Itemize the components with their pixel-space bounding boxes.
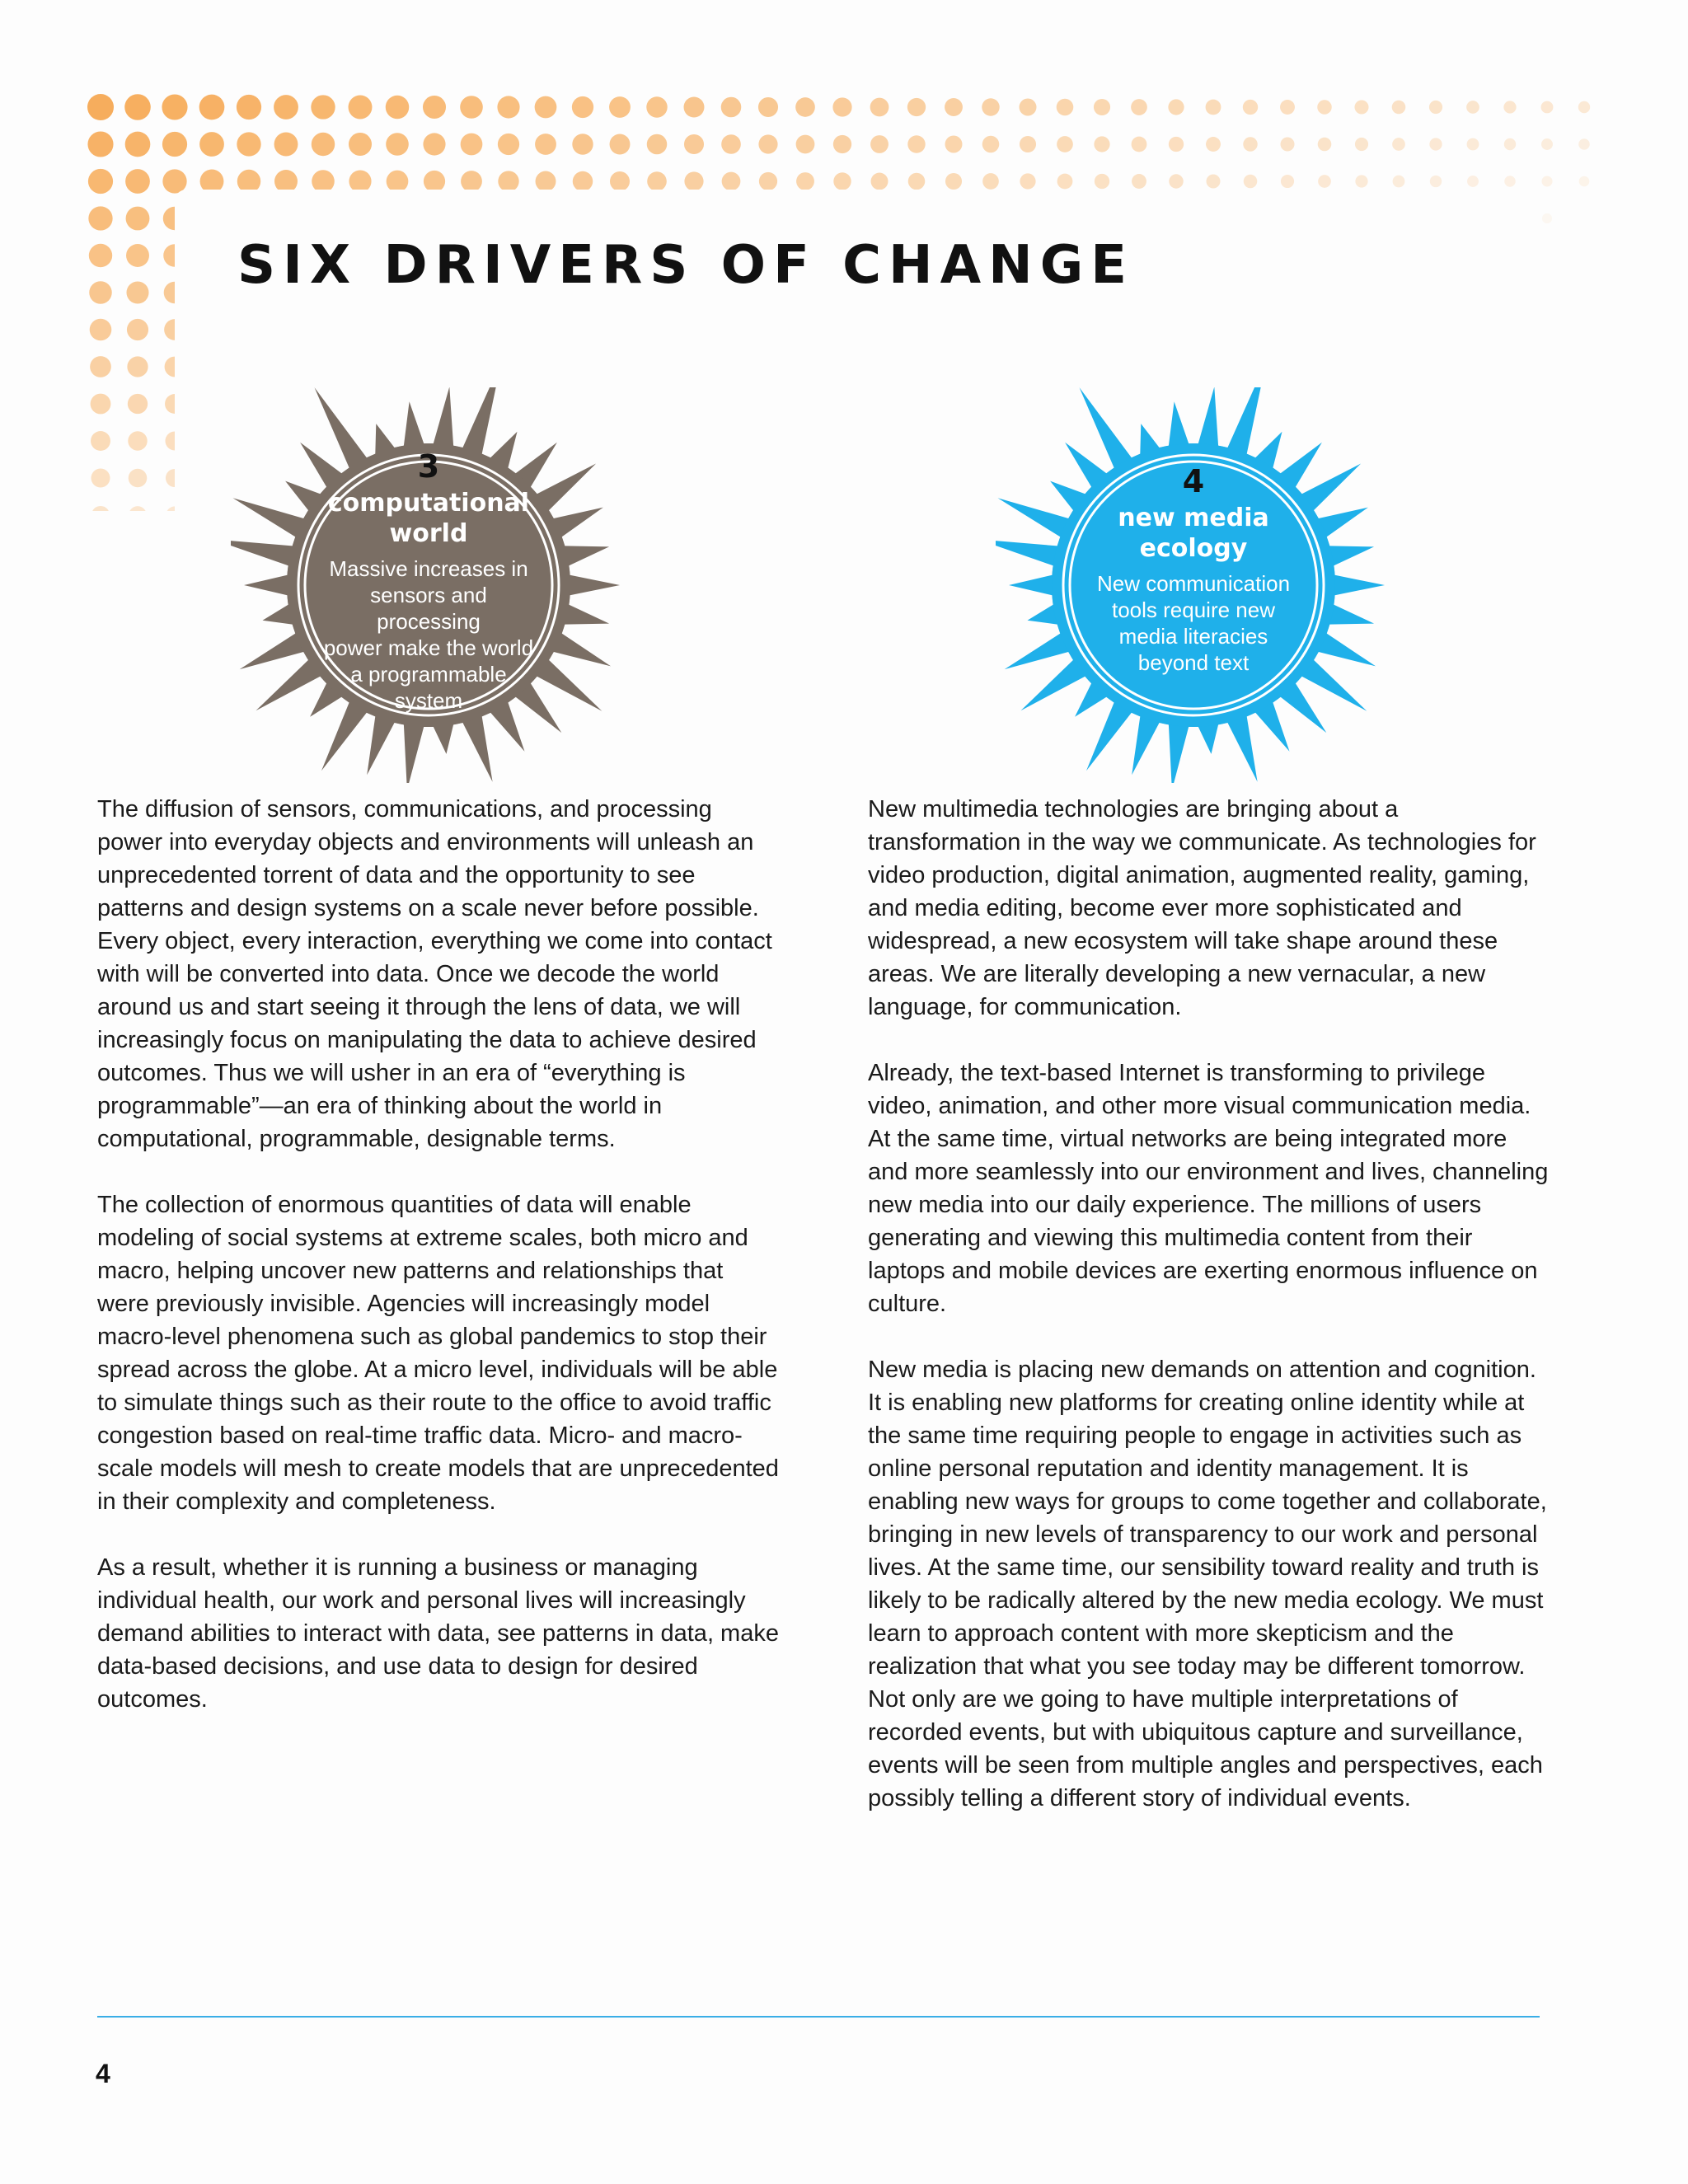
driver-badge-new-media-ecology	[996, 387, 1391, 783]
footer-rule	[97, 2016, 1540, 2018]
left-column-text	[97, 793, 781, 1749]
driver-number: 4	[1182, 463, 1205, 499]
driver-name: new media ecology	[1118, 504, 1269, 563]
paragraph: New media is placing new demands on attention and cognition. It is enabling new platforms for creating online identity while at the same time requiring people to engage in activities such as online personal reputation and identity management. It is enabling new ways for groups to come together and collaborate, bringing in new levels of transparency to our work and personal lives. At the same time, our sensibility toward reality and truth is likely to be radically altered by the new media ecology. We must learn to approach content with more skepticism and the realization that what you see today may be different tomorrow. Not only are we going to have multiple interpretations of recorded events, but with ubiquitous capture and surveillance, events will be seen from multiple angles and perspectives, each possibly telling a different story of individual events.	[868, 1357, 1547, 1811]
paragraph: As a result, whether it is running a business or managing individual health, our work and personal lives will increasingly demand abilities to interact with data, see patterns in data, make data-based decisions, and use data to design for desired outcomes.	[97, 1554, 779, 1713]
page-title: SIX DRIVERS OF CHANGE	[237, 235, 1134, 296]
driver-description: Massive increases in sensors and processing power make the world a programmable system	[323, 556, 534, 713]
paragraph: The collection of enormous quantities of data will enable modeling of social systems at extreme scales, both micro and macro, helping uncover new patterns and relationships that were previously invisible. Agencies will increasingly model macro-level phenomena such as global pandemics to stop their spread across the globe. At a micro level, individuals will be able to simulate things such as their route to the office to avoid traffic congestion based on real-time traffic data. Micro- and macro-scale models will mesh to create models that are unprecedented in their complexity and completeness.	[97, 1192, 779, 1515]
right-column-text	[868, 793, 1552, 1848]
driver-number: 3	[417, 448, 440, 485]
paragraph: New multimedia technologies are bringing about a transformation in the way we communicate. As technologies for video production, digital animation, augmented reality, gaming, and media editing, become ever more sophisticated and widespread, a new ecosystem will take shape around these areas. We are literally developing a new vernacular, a new language, for communication.	[868, 796, 1536, 1020]
paragraph: The diffusion of sensors, communications, and processing power into everyday objects and environments will unleash an unprecedented torrent of data and the opportunity to see patterns and design systems on a scale never before possible. Every object, every interaction, everything we come into contact with will be converted into data. Once we decode the world around us and start seeing it through the lens of data, we will increasingly focus on manipulating the data to achieve desired outcomes. Thus we will usher in an era of “everything is programmable”—an era of thinking about the world in computational, programmable, designable terms.	[97, 796, 772, 1152]
paragraph: Already, the text-based Internet is transforming to privilege video, animation, and other more visual communication media. At the same time, virtual networks are being integrated more and more seamlessly into our environment and lives, channeling new media into our daily experience. The millions of users generating and viewing this multimedia content from their laptops and mobile devices are exerting enormous influence on culture.	[868, 1060, 1549, 1317]
driver-description: New communication tools require new media literacies beyond text	[1096, 571, 1291, 675]
page-number: 4	[96, 2059, 110, 2088]
driver-badge-computational-world	[231, 387, 626, 783]
driver-name: computational world	[327, 489, 530, 548]
